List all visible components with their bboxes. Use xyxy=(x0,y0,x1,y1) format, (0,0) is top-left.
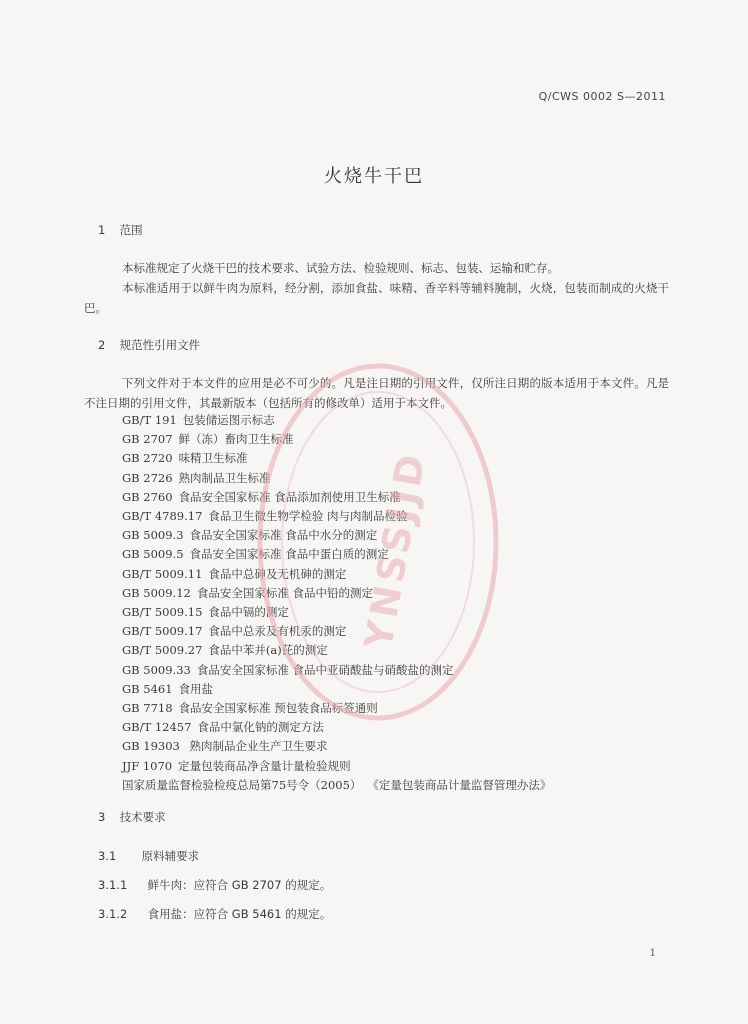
reference-item xyxy=(122,430,551,449)
clause-3-1-1 xyxy=(98,877,331,893)
reference-title: 食品中总砷及无机砷的测定 xyxy=(208,566,347,581)
clause-number: 3.1 xyxy=(98,849,117,863)
reference-item xyxy=(122,603,551,622)
reference-code: GB/T 12457 xyxy=(122,720,192,735)
reference-title: 食品安全国家标准 食品添加剂使用卫生标准 xyxy=(178,489,401,504)
document-title: 火烧牛干巴 xyxy=(324,166,424,187)
clause-text: 鲜牛肉：应符合 GB 2707 的规定。 xyxy=(147,878,332,892)
reference-title: 食品卫生微生物学检验 肉与肉制品检验 xyxy=(208,509,408,524)
section-2-heading xyxy=(98,337,200,353)
reference-title: 食品中氯化钠的测定方法 xyxy=(197,720,324,735)
reference-code: GB 5009.33 xyxy=(122,662,191,677)
reference-code: GB 2760 xyxy=(122,489,173,504)
reference-code: JJF 1070 xyxy=(122,758,173,773)
section-title: 技术要求 xyxy=(119,810,166,824)
reference-title: 食品安全国家标准 食品中蛋白质的测定 xyxy=(189,547,389,562)
reference-item xyxy=(122,622,551,641)
reference-item xyxy=(122,699,551,718)
reference-title: 包装储运图示标志 xyxy=(182,413,275,427)
normative-references-list xyxy=(122,411,551,795)
reference-code: GB/T 191 xyxy=(122,413,177,427)
section-2-paragraph: 下列文件对于本文件的应用是必不可少的。凡是注日期的引用文件，仅所注日期的版本适用于本文件。凡是不注日期的引用文件，其最新版本（包括所有的修改单）适用于本文件。 xyxy=(84,376,669,410)
reference-code: GB/T 5009.27 xyxy=(122,643,203,658)
reference-item xyxy=(122,507,551,526)
reference-title: 食品安全国家标准 食品中铅的测定 xyxy=(196,585,374,600)
reference-title: 《定量包装商品计量监督管理办法》 xyxy=(367,777,552,792)
standard-code: Q/CWS 0002 S—2011 xyxy=(538,90,666,103)
reference-code: GB 5009.3 xyxy=(122,528,184,543)
reference-item xyxy=(122,776,551,795)
reference-title: 定量包装商品净含量计量检验规则 xyxy=(178,758,351,773)
reference-code: GB/T 5009.15 xyxy=(122,605,203,620)
section-number: 2 xyxy=(98,338,106,352)
reference-code: 国家质量监督检验检疫总局第75号令（2005） xyxy=(122,777,362,792)
reference-title: 鲜（冻）畜肉卫生标准 xyxy=(178,432,294,447)
reference-item xyxy=(122,411,551,430)
reference-title: 食用盐 xyxy=(178,681,214,696)
section-1-heading xyxy=(98,222,143,238)
reference-title: 熟肉制品卫生标准 xyxy=(178,470,271,485)
clause-text: 原料辅要求 xyxy=(141,849,200,863)
clause-number: 3.1.1 xyxy=(98,878,128,892)
reference-item xyxy=(122,661,551,680)
clause-3-1-2 xyxy=(98,906,331,922)
reference-title: 食品中苯并(a)芘的测定 xyxy=(208,643,328,658)
reference-item xyxy=(122,718,551,737)
reference-item xyxy=(122,449,551,468)
section-3-heading xyxy=(98,809,166,825)
reference-title: 食品安全国家标准 食品中水分的测定 xyxy=(189,528,378,543)
reference-item xyxy=(122,545,551,564)
reference-item xyxy=(122,526,551,545)
reference-title: 食品安全国家标准 预包装食品标签通则 xyxy=(178,701,378,716)
reference-title: 熟肉制品企业生产卫生要求 xyxy=(185,739,328,754)
reference-item xyxy=(122,565,551,584)
section-number: 1 xyxy=(98,223,106,237)
reference-item xyxy=(122,641,551,660)
section-1-paragraph-1: 本标准规定了火烧干巴的技术要求、试验方法、检验规则、标志、包装、运输和贮存。 xyxy=(122,261,559,275)
reference-code: GB 19303 xyxy=(122,739,180,754)
stamp-text: YNSSJJD xyxy=(356,447,435,653)
reference-title: 食品中镉的测定 xyxy=(208,605,289,620)
page-number: 1 xyxy=(649,948,656,959)
reference-code: GB 5009.12 xyxy=(122,585,191,600)
clause-number: 3.1.2 xyxy=(98,907,128,921)
reference-code: GB 7718 xyxy=(122,701,173,716)
reference-code: GB 5009.5 xyxy=(122,547,184,562)
reference-code: GB 2720 xyxy=(122,451,173,466)
reference-code: GB/T 4789.17 xyxy=(122,509,203,524)
section-number: 3 xyxy=(98,810,106,824)
reference-code: GB/T 5009.11 xyxy=(122,566,203,581)
reference-code: GB/T 5009.17 xyxy=(122,624,203,639)
clause-3-1 xyxy=(98,848,199,864)
reference-item xyxy=(122,737,551,756)
reference-code: GB 2707 xyxy=(122,432,173,447)
reference-title: 食品中总汞及有机汞的测定 xyxy=(208,624,347,639)
reference-title: 味精卫生标准 xyxy=(178,451,248,466)
reference-item xyxy=(122,584,551,603)
section-title: 范围 xyxy=(119,223,143,237)
reference-code: GB 2726 xyxy=(122,470,173,485)
reference-item xyxy=(122,757,551,776)
reference-title: 食品安全国家标准 食品中亚硝酸盐与硝酸盐的测定 xyxy=(196,662,454,677)
reference-item xyxy=(122,469,551,488)
reference-code: GB 5461 xyxy=(122,681,173,696)
section-1-paragraph-2: 本标准适用于以鲜牛肉为原料，经分割，添加食盐、味精、香辛料等辅料腌制，火烧，包装而制成的火烧干巴。 xyxy=(84,281,669,315)
reference-item xyxy=(122,488,551,507)
clause-text: 食用盐：应符合 GB 5461 的规定。 xyxy=(147,907,332,921)
section-title: 规范性引用文件 xyxy=(119,338,201,352)
reference-item xyxy=(122,680,551,699)
